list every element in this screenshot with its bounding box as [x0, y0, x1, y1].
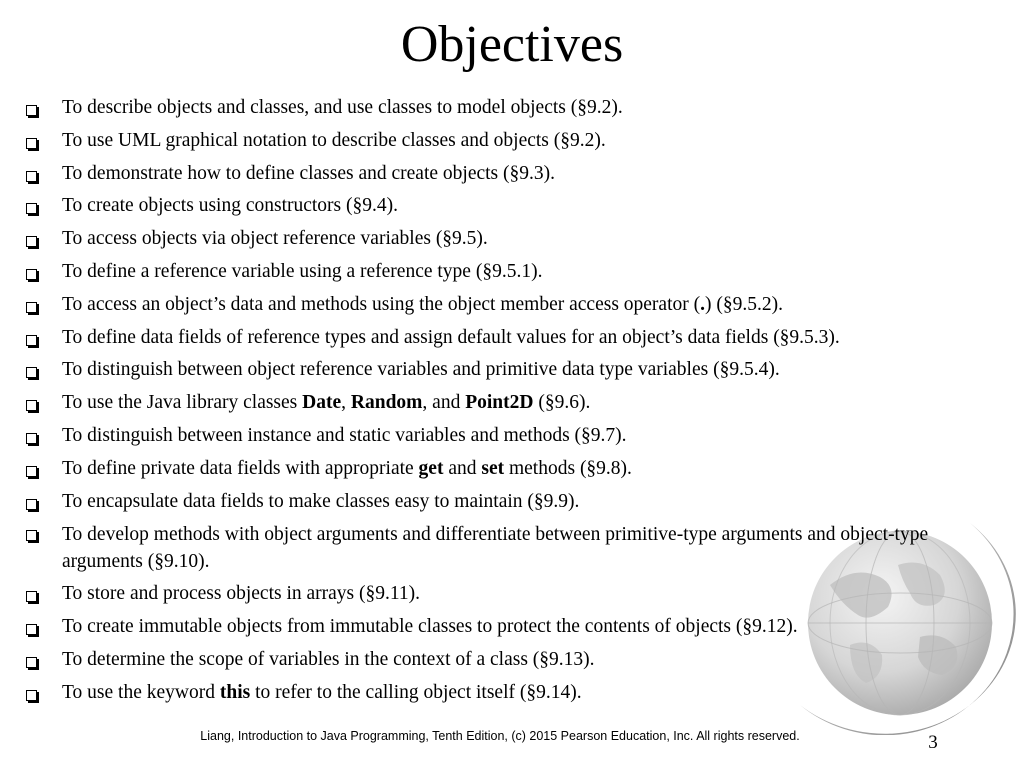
objective-item: [20, 453, 995, 486]
square-bullet-icon: [26, 530, 37, 541]
code-term: Date: [302, 392, 342, 414]
objective-text: To use UML graphical notation to describe classes and objects (§9.2).: [62, 129, 606, 151]
code-term: get: [418, 457, 444, 479]
objective-item: [20, 677, 995, 710]
objective-text: To encapsulate data fields to make classes easy to maintain (§9.9).: [62, 490, 580, 512]
square-bullet-icon: [26, 466, 37, 477]
objective-text: To access an object’s data and methods using the object member access operator (.) (§9.5.2).: [62, 293, 783, 315]
objective-item: [20, 644, 995, 677]
code-term: set: [481, 457, 505, 479]
objective-text: To distinguish between instance and static variables and methods (§9.7).: [62, 424, 627, 446]
objective-text: To store and process objects in arrays (§9.11).: [62, 583, 421, 605]
objective-item: [20, 354, 995, 387]
code-term: .: [700, 293, 705, 315]
code-term: this: [219, 681, 251, 703]
objective-text: To demonstrate how to define classes and create objects (§9.3).: [62, 162, 556, 184]
page-number: 3: [928, 732, 938, 753]
objective-item: [20, 578, 995, 611]
square-bullet-icon: [26, 367, 37, 378]
objective-text: To determine the scope of variables in the context of a class (§9.13).: [62, 648, 595, 670]
square-bullet-icon: [26, 302, 37, 313]
objective-text: To define data fields of reference types and assign default values for an object’s data fields (§9.5.3).: [62, 326, 840, 348]
objective-item: [20, 518, 995, 578]
square-bullet-icon: [26, 269, 37, 280]
square-bullet-icon: [26, 171, 37, 182]
objective-item: [20, 420, 995, 453]
objectives-list: [20, 92, 995, 710]
code-term: Point2D: [465, 392, 534, 414]
slide-title: Objectives: [400, 16, 624, 73]
objective-item: [20, 158, 995, 191]
square-bullet-icon: [26, 236, 37, 247]
square-bullet-icon: [26, 499, 37, 510]
objective-item: [20, 387, 995, 420]
objective-text: To develop methods with object arguments and differentiate between primitive-type arguments and object-type arguments (§9.10).: [62, 524, 929, 573]
objective-item: [20, 256, 995, 289]
objective-text: To create objects using constructors (§9.4).: [62, 195, 398, 217]
square-bullet-icon: [26, 105, 37, 116]
objective-text: To use the keyword this to refer to the calling object itself (§9.14).: [62, 681, 582, 703]
square-bullet-icon: [26, 203, 37, 214]
objective-text: To define private data fields with appropriate get and set methods (§9.8).: [62, 457, 632, 479]
objective-item: [20, 486, 995, 519]
objective-text: To distinguish between object reference variables and primitive data type variables (§9.5.4).: [62, 359, 780, 381]
objective-text: To create immutable objects from immutable classes to protect the contents of objects (§9.12).: [62, 616, 798, 638]
square-bullet-icon: [26, 591, 37, 602]
square-bullet-icon: [26, 400, 37, 411]
objective-item: [20, 289, 995, 322]
objective-text: To use the Java library classes Date, Random, and Point2D (§9.6).: [62, 392, 591, 414]
code-term: Random: [350, 392, 423, 414]
slide-footer: Liang, Introduction to Java Programming, Tenth Edition, (c) 2015 Pearson Education, Inc. All rights reserved.: [200, 729, 800, 743]
square-bullet-icon: [26, 335, 37, 346]
objective-text: To access objects via object reference variables (§9.5).: [62, 228, 488, 250]
square-bullet-icon: [26, 433, 37, 444]
objective-item: [20, 92, 995, 125]
objective-item: [20, 125, 995, 158]
square-bullet-icon: [26, 690, 37, 701]
square-bullet-icon: [26, 657, 37, 668]
square-bullet-icon: [26, 138, 37, 149]
objective-text: To describe objects and classes, and use classes to model objects (§9.2).: [62, 97, 623, 118]
objective-item: [20, 190, 995, 223]
objective-item: [20, 322, 995, 355]
square-bullet-icon: [26, 624, 37, 635]
objective-item: [20, 223, 995, 256]
objective-text: To define a reference variable using a reference type (§9.5.1).: [62, 260, 543, 282]
objective-item: [20, 611, 995, 644]
